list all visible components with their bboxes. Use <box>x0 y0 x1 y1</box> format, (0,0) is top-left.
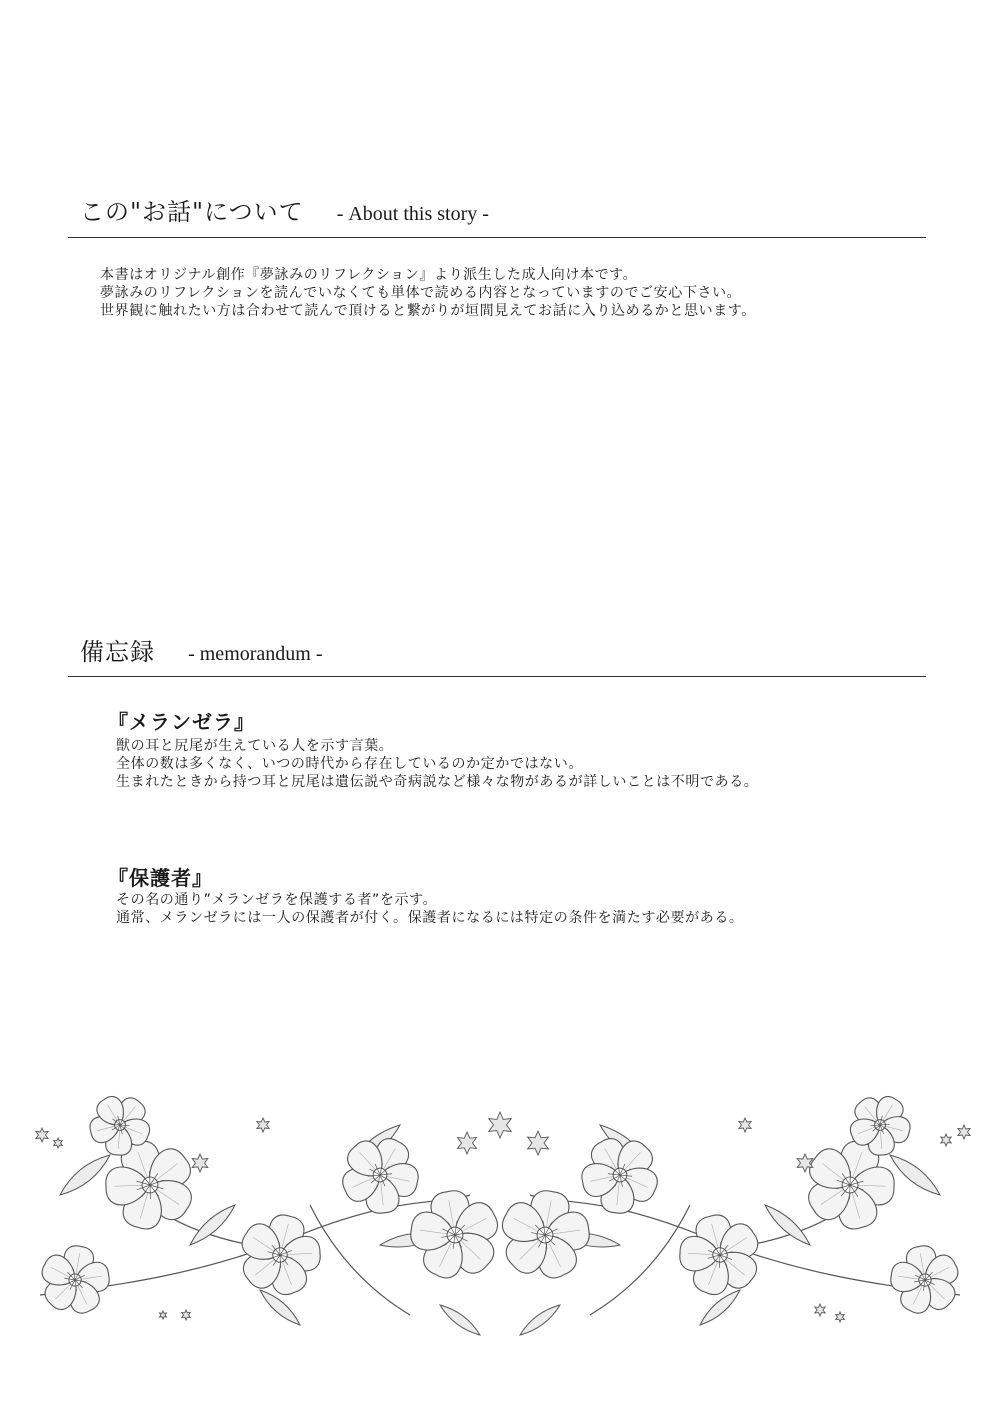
about-line: 夢詠みのリフレクションを読んでいなくても単体で読める内容となっていますのでご安心下さい。 <box>100 285 742 301</box>
anemone-flower <box>490 1183 600 1289</box>
star <box>257 1118 269 1132</box>
leaf <box>520 1305 560 1335</box>
about-text <box>100 266 756 320</box>
leaf <box>700 1290 740 1325</box>
star <box>739 1118 751 1132</box>
star <box>489 1112 512 1138</box>
term-line: 全体の数は多くなく、いつの時代から存在しているのか定かではない。 <box>116 756 583 772</box>
star <box>458 1132 477 1154</box>
flower-stem <box>310 1205 410 1315</box>
leaf <box>440 1305 480 1335</box>
leaf <box>765 1205 810 1245</box>
star <box>958 1125 970 1139</box>
star <box>815 1304 825 1316</box>
about-line: 本書はオリジナル創作『夢詠みのリフレクション』より派生した成人向け本です。 <box>100 267 638 283</box>
memo-title-en: - memorandum - <box>188 643 323 665</box>
flower-border-illustration <box>0 1085 1000 1355</box>
about-line: 世界観に触れたい方は合わせて読んで頂けると繋がりが垣間見えてお話に入り込めるかと思います。 <box>100 303 756 319</box>
flower-stem <box>590 1205 690 1315</box>
term-line: 獣の耳と尻尾が生えている人を示す言葉。 <box>116 738 394 754</box>
term-guardian-text <box>116 891 744 927</box>
anemone-flower <box>32 1240 117 1322</box>
star <box>54 1138 63 1148</box>
leaf <box>190 1205 235 1245</box>
about-title-en: - About this story - <box>336 203 489 225</box>
term-line: その名の通り”メランゼラを保護する者”を示す。 <box>116 892 438 908</box>
star <box>192 1154 208 1172</box>
star <box>160 1311 167 1319</box>
term-guardian-title: 『保護者』 <box>108 866 213 890</box>
term-melanzera-title: 『メランゼラ』 <box>108 710 255 734</box>
star <box>941 1134 951 1146</box>
about-divider <box>68 237 926 238</box>
term-line: 生まれたときから持つ耳と尻尾は遺伝説や奇病説など様々な物があるが詳しいことは不明である。 <box>116 774 759 790</box>
anemone-flower <box>883 1240 968 1322</box>
anemone-flower <box>400 1183 510 1289</box>
star <box>36 1128 48 1142</box>
leaf <box>60 1155 110 1195</box>
about-heading <box>80 192 489 227</box>
anemone-flower <box>668 1205 773 1307</box>
star <box>528 1131 549 1155</box>
term-line: 通常、メランゼラには一人の保護者が付く。保護者になるには特定の条件を満たす必要がある。 <box>116 910 744 926</box>
memo-title-jp: 備忘録 <box>80 638 155 666</box>
memo-divider <box>68 676 926 677</box>
star <box>836 1312 845 1322</box>
about-title-jp: この"お話"について <box>80 198 304 226</box>
anemone-flower <box>227 1205 332 1307</box>
leaf <box>260 1290 300 1325</box>
star <box>182 1310 191 1320</box>
leaf <box>890 1155 940 1195</box>
term-melanzera-text <box>116 737 758 791</box>
memo-heading <box>80 632 323 667</box>
